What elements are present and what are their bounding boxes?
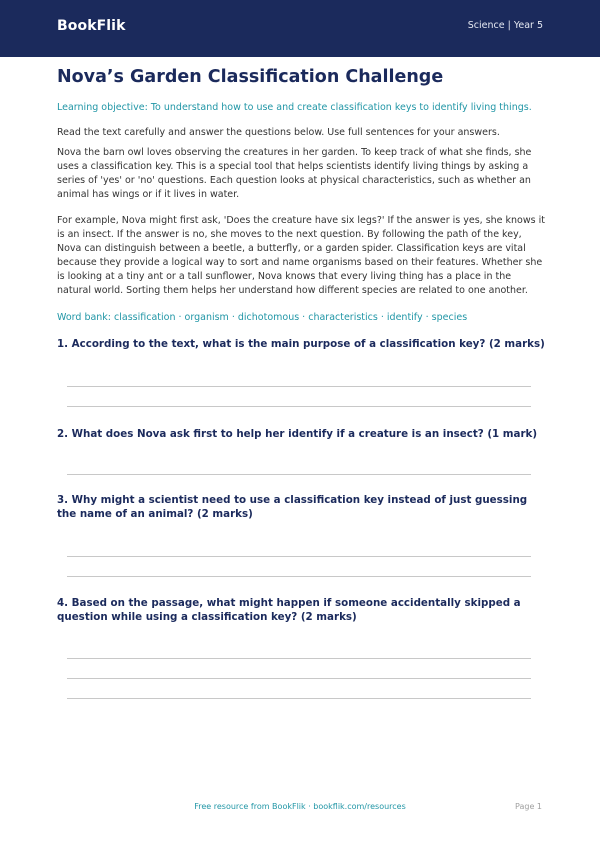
answer-line[interactable] — [67, 474, 531, 475]
instructions: Read the text carefully and answer the questions below. Use full sentences for your answers. — [57, 127, 500, 138]
word-bank: Word bank: classification · organism · dichotomous · characteristics · identify · species — [57, 312, 468, 323]
answer-line[interactable] — [67, 406, 531, 407]
answer-line[interactable] — [67, 556, 531, 557]
header-bar — [0, 0, 600, 57]
answer-line[interactable] — [67, 386, 531, 387]
passage-paragraph-1: Nova the barn owl loves observing the creatures in her garden. To keep track of what she finds, she uses a classification key. This is a special tool that helps scientists identify living things by asking a series of 'yes' or 'no' questions. Each question looks at physical characteristics, such as whether an animal has wings or if it lives in water. — [57, 147, 532, 200]
answer-line[interactable] — [67, 698, 531, 699]
answer-line[interactable] — [67, 678, 531, 679]
question-4: 4. Based on the passage, what might happen if someone accidentally skipped a question while using a classification key? (2 marks) — [57, 597, 521, 623]
question-1: 1. According to the text, what is the main purpose of a classification key? (2 marks) — [57, 338, 545, 350]
page-title: Nova’s Garden Classification Challenge — [57, 67, 444, 87]
passage-paragraph-2: For example, Nova might first ask, 'Does the creature have six legs?' If the answer is yes, she knows it is an insect. If the answer is no, she moves to the next question. By following the path of the key, Nova can distinguish between a beetle, a butterfly, or a garden spider. Classification keys are vital because they provide a logical way to sort and name organisms based on their features. Whether she is looking at a tiny ant or a tall sunflower, Nova knows that every living thing has a place in the natural world. Sorting them helps her understand how different species are related to one another. — [57, 215, 545, 296]
answer-line[interactable] — [67, 576, 531, 577]
worksheet-body — [57, 66, 545, 324]
learning-objective: Learning objective: To understand how to use and create classification keys to identify living things. — [57, 102, 532, 113]
question-3: 3. Why might a scientist need to use a classification key instead of just guessing the name of an animal? (2 marks) — [57, 494, 528, 520]
page-number: Page 1 — [515, 802, 542, 811]
footer-credit: Free resource from BookFlik · bookflik.com/resources — [194, 802, 406, 811]
question-2: 2. What does Nova ask first to help her identify if a creature is an insect? (1 mark) — [57, 428, 538, 440]
subject-label: Science | Year 5 — [467, 20, 543, 31]
brand-logo: BookFlik — [57, 17, 126, 34]
answer-line[interactable] — [67, 658, 531, 659]
